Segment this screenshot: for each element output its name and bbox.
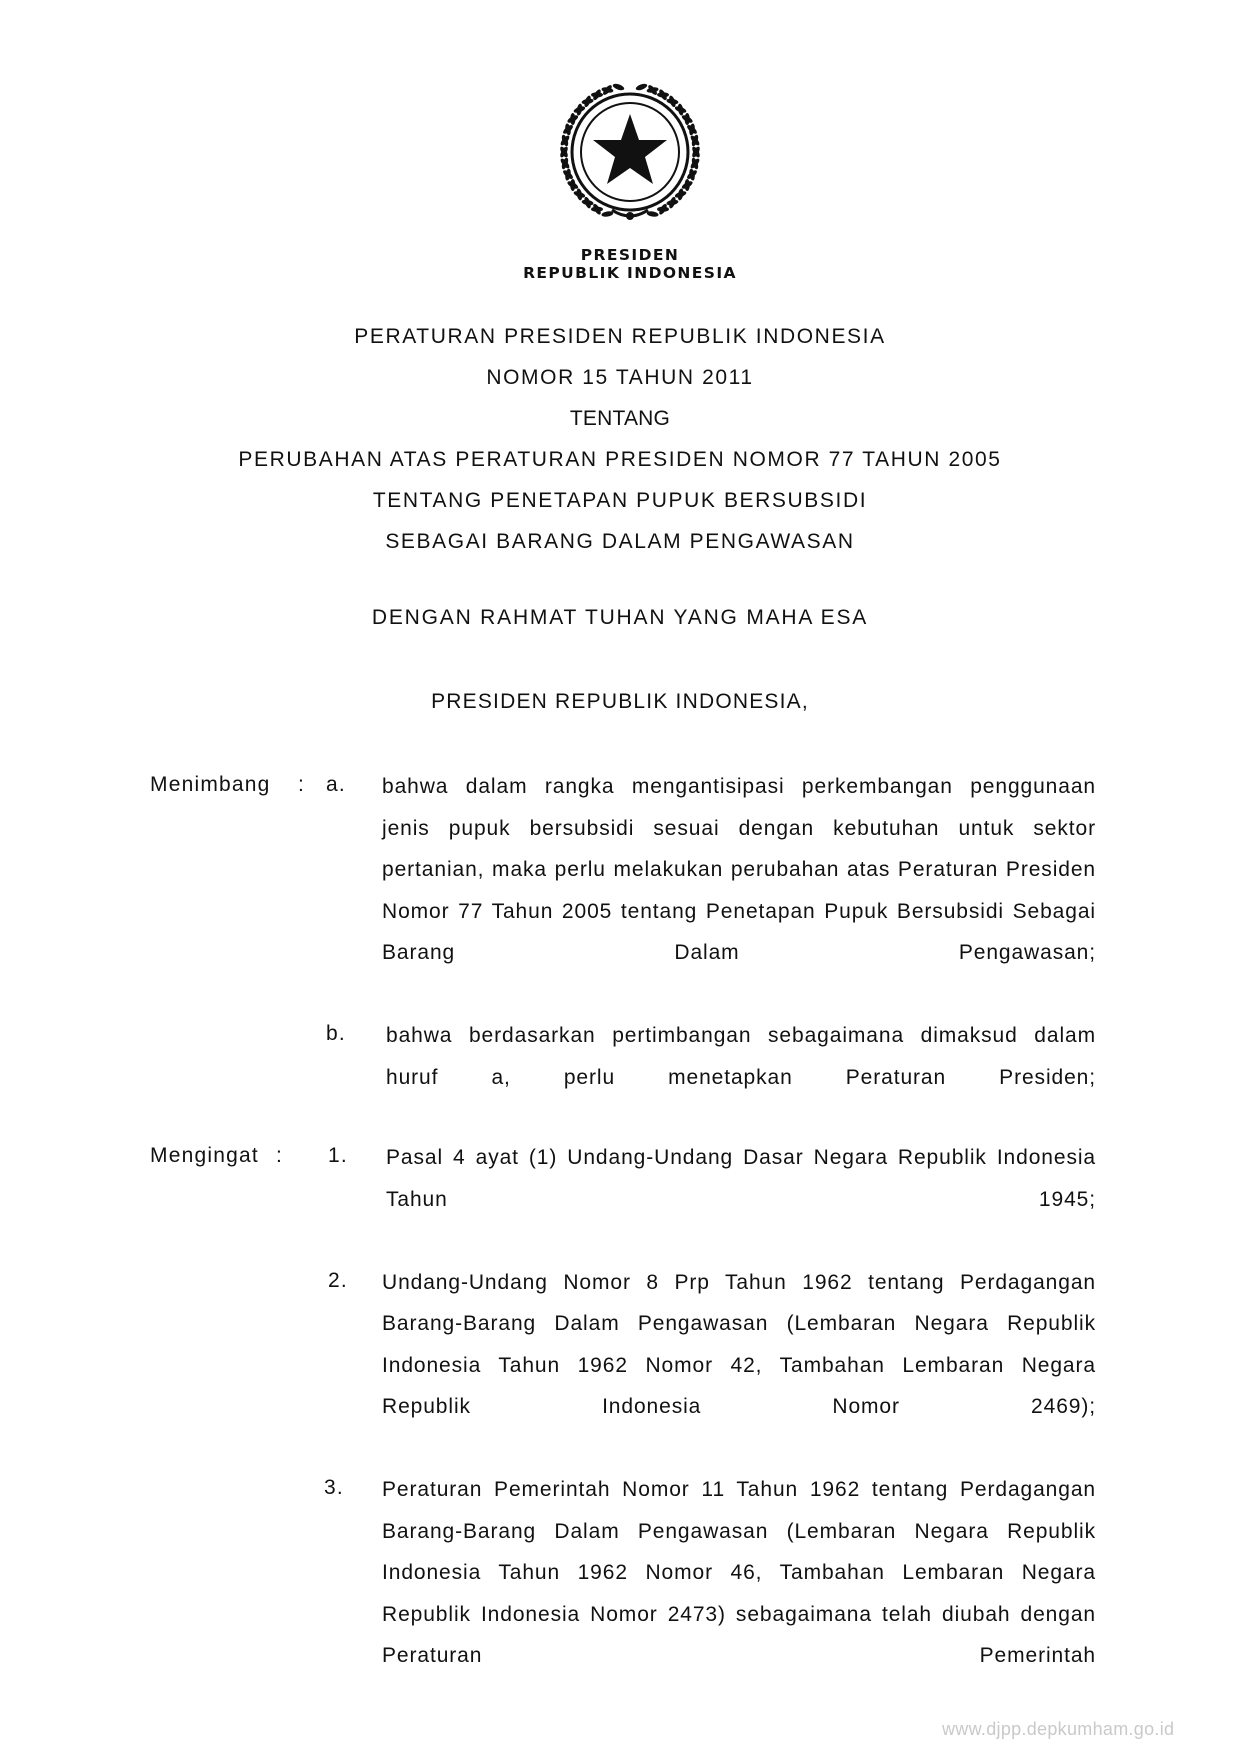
- menimbang-label: Menimbang: [150, 773, 271, 796]
- heading-subject-1: PERUBAHAN ATAS PERATURAN PRESIDEN NOMOR 77 TAHUN 2005: [238, 448, 1002, 471]
- list-item: [0, 766, 1240, 1015]
- heading-title: PERATURAN PRESIDEN REPUBLIK INDONESIA: [354, 325, 886, 348]
- heading-tentang: TENTANG: [569, 407, 671, 430]
- wreath-leaf: [666, 199, 679, 206]
- mengingat-label: Mengingat: [150, 1144, 259, 1167]
- list-item: [0, 1262, 1240, 1470]
- letterhead-caption: [470, 246, 790, 282]
- list-item-text: bahwa berdasarkan pertimbangan sebagaimana dimaksud dalam huruf a, perlu menetapkan Peraturan Presiden;: [386, 1024, 1096, 1089]
- list-item-text: Undang-Undang Nomor 8 Prp Tahun 1962 tentang Perdagangan Barang-Barang Dalam Pengawasan (Lembaran Negara Republik Indonesia Tahun 1962 Nomor 42, Tambahan Lembaran Negara Republik Indonesia Nomor 2469);: [382, 1270, 1096, 1418]
- garuda-star-wreath-emblem-icon: [540, 70, 720, 242]
- list-item: [0, 1469, 1240, 1718]
- wreath-leaf: [691, 146, 702, 159]
- list-item-text: Peraturan Pemerintah Nomor 11 Tahun 1962 tentang Perdagangan Barang-Barang Dalam Pengawasan (Lembaran Negara Republik Indonesia Tahun 1962 Nomor 46, Tambahan Lembaran Negara Republik Indonesia Nomor 2473) sebagaimana telah diubah dengan Peraturan Pemerintah: [382, 1478, 1096, 1667]
- list-marker: a.: [326, 773, 346, 796]
- list-marker: 1.: [328, 1144, 348, 1167]
- menimbang-colon: :: [298, 773, 304, 796]
- wreath-leaf: [564, 123, 571, 136]
- invocation: DENGAN RAHMAT TUHAN YANG MAHA ESA: [371, 606, 869, 629]
- list-item-text: bahwa dalam rangka mengantisipasi perkembangan penggunaan jenis pupuk bersubsidi sesuai dengan kebutuhan untuk sektor pertanian, maka perlu melakukan perubahan atas Peraturan Presiden Nomor 77 Tahun 2005 tentang Penetapan Pupuk Bersubsidi Sebagai Barang Dalam Pengawasan;: [382, 775, 1096, 964]
- list-item: [0, 1137, 1240, 1262]
- watermark: www.djpp.depkumham.go.id: [942, 1719, 1175, 1739]
- list-marker: b.: [326, 1022, 346, 1045]
- wreath-leaf: [657, 207, 669, 212]
- list-marker: 2.: [328, 1268, 348, 1292]
- menimbang-section: [0, 766, 1240, 1140]
- wreath-leaf: [591, 207, 603, 212]
- mengingat-section: [0, 1137, 1240, 1718]
- heading-subject-3: SEBAGAI BARANG DALAM PENGAWASAN: [385, 530, 855, 553]
- list-item-text: Pasal 4 ayat (1) Undang-Undang Dasar Negara Republik Indonesia Tahun 1945;: [386, 1146, 1096, 1211]
- wreath-leaf: [581, 199, 594, 206]
- wreath-leaf: [685, 113, 690, 125]
- wreath-leaf: [612, 83, 625, 92]
- mengingat-colon: :: [276, 1144, 282, 1167]
- letterhead-line2: REPUBLIK INDONESIA: [523, 264, 737, 282]
- wreath-leaf: [576, 103, 583, 116]
- president-line: PRESIDEN REPUBLIK INDONESIA,: [431, 690, 809, 713]
- wreath-leaf: [635, 83, 648, 92]
- wreath-leaf: [677, 103, 684, 116]
- letterhead-line1: PRESIDEN: [580, 246, 680, 264]
- heading-number: NOMOR 15 TAHUN 2011: [486, 366, 754, 389]
- heading-subject-2: TENTANG PENETAPAN PUPUK BERSUBSIDI: [372, 489, 868, 512]
- list-item: [0, 1015, 1240, 1140]
- wreath-leaf: [688, 123, 695, 136]
- wreath-leaf: [559, 146, 570, 159]
- document-heading: [0, 316, 1240, 562]
- list-marker: 3.: [324, 1476, 344, 1499]
- wreath-leaf: [570, 113, 575, 125]
